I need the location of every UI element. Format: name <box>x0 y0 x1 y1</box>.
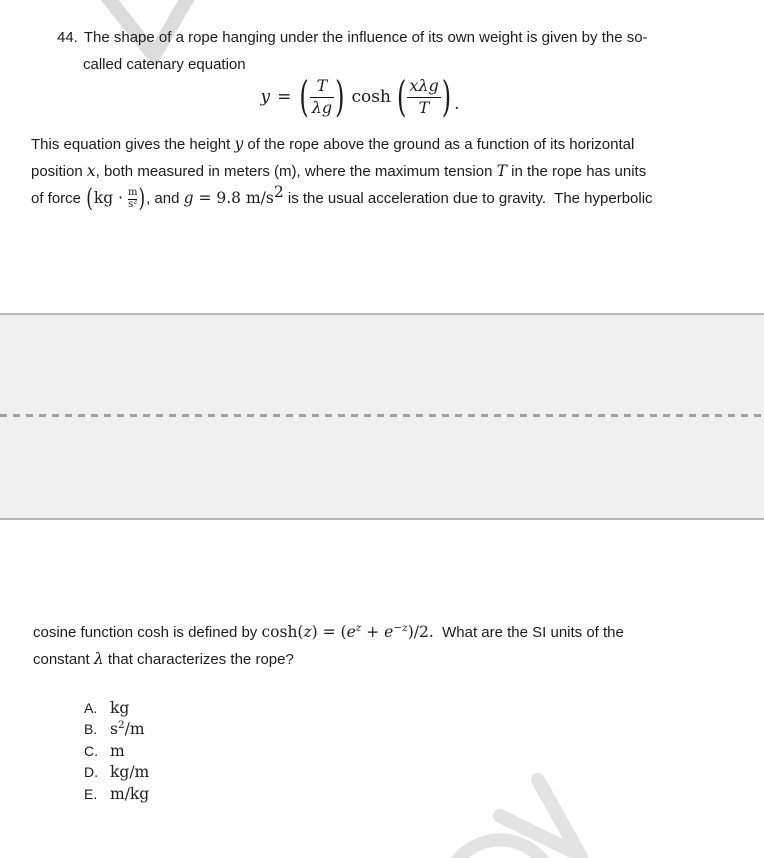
math-var-lambda: λ <box>93 650 104 668</box>
paragraph-question <box>33 619 733 673</box>
question-number: 44. <box>57 29 78 46</box>
eq-lhs: y <box>260 87 271 107</box>
unit-text: s <box>110 720 118 739</box>
option-a-letter: A. <box>84 700 98 716</box>
text-run: of the rope above the ground as a function of its horizontal <box>243 136 635 153</box>
cosh-def-end: )/2. <box>407 623 434 641</box>
eq-fraction-2 <box>407 77 440 117</box>
text-run: , and <box>146 190 184 207</box>
paragraph-intro-line3 <box>31 185 741 213</box>
catenary-equation <box>0 74 764 120</box>
unit-text: kg/m <box>110 763 150 782</box>
question-44 <box>57 24 648 78</box>
eq-frac1-denominator: λg <box>311 97 333 117</box>
gravity-exponent: 2 <box>273 183 284 201</box>
text-run: in the rope has units <box>506 163 647 180</box>
option-a <box>84 699 149 720</box>
option-b-letter: B. <box>84 721 98 738</box>
page-break-band <box>0 313 764 520</box>
option-c-unit <box>110 742 125 760</box>
math-var-x: x <box>86 162 96 180</box>
option-e-letter: E. <box>84 785 98 802</box>
eq-frac2-denominator: T <box>418 97 430 117</box>
unit-text: /m <box>124 720 145 739</box>
unit-text: m <box>110 741 125 760</box>
option-c-letter: C. <box>84 742 98 759</box>
text-run: of force <box>31 190 86 207</box>
unit-text: kg <box>110 699 130 717</box>
eq-rparen2: ) <box>441 72 452 122</box>
text-run: , both measured in meters (m), where the maximum tension <box>95 163 497 180</box>
text-run: This equation gives the height <box>31 136 235 153</box>
option-e <box>84 785 149 806</box>
paragraph-question-line2 <box>33 646 733 673</box>
option-b <box>84 720 149 741</box>
math-var-z: z <box>303 623 312 641</box>
eq-equals: = <box>277 87 292 107</box>
page-break-dashed-line <box>0 414 764 417</box>
text-run: cosine function cosh is defined by <box>33 624 262 641</box>
math-var-y: y <box>234 135 244 153</box>
text-run: is the usual acceleration due to gravity. The hyperbolic <box>283 190 653 207</box>
math-var-T: T <box>496 162 507 180</box>
text-run: that characterizes the rope? <box>103 651 294 668</box>
exponent-z: z <box>355 622 362 634</box>
math-var-e1: e <box>346 623 356 641</box>
eq-frac2-numerator: xλg <box>409 76 439 96</box>
question-line1-text: The shape of a rope hanging under the influence of its own weight is given by the so- <box>83 29 648 46</box>
option-d-unit <box>110 763 149 781</box>
eq-lparen2: ( <box>396 72 407 122</box>
eq-frac1-numerator: T <box>316 76 328 96</box>
eq-fraction-1 <box>310 77 334 117</box>
watermark-letters-bottom-icon <box>440 700 764 858</box>
paragraph-intro-line1 <box>31 131 741 158</box>
force-unit-fraction <box>128 188 137 211</box>
cosh-def-open: cosh( <box>261 623 304 641</box>
cosh-def-mid: ) = ( <box>311 623 347 641</box>
question-line2: called catenary equation <box>83 56 246 73</box>
unit-text: m/kg <box>110 784 150 803</box>
answer-options <box>84 699 149 806</box>
cosh-def-plus: + <box>361 623 385 641</box>
math-var-e2: e <box>384 623 394 641</box>
eq-lparen1: ( <box>299 72 309 122</box>
option-d-letter: D. <box>84 764 98 781</box>
text-run: constant <box>33 651 94 668</box>
question-line1 <box>57 24 648 51</box>
force-unit-kg: kg <box>93 189 114 207</box>
force-unit-cdot: · <box>113 189 128 207</box>
text-run: position <box>31 163 87 180</box>
option-c <box>84 742 149 763</box>
eq-cosh-operator: cosh <box>351 87 391 107</box>
force-unit-lparen: ( <box>86 183 93 214</box>
exponent-minus-z: −z <box>393 622 408 634</box>
option-b-unit <box>110 720 145 738</box>
eq-period: . <box>454 94 460 114</box>
unit-sup: 2 <box>117 719 125 732</box>
option-e-unit <box>110 785 149 803</box>
math-var-g: g <box>183 189 194 207</box>
gravity-value: = 9.8 m/s <box>193 189 274 207</box>
option-a-unit <box>110 699 129 717</box>
text-run: What are the SI units of the <box>433 624 624 641</box>
paragraph-intro <box>31 131 741 213</box>
force-frac-denominator: s² <box>128 199 138 211</box>
force-unit-rparen: ) <box>138 183 146 214</box>
eq-rparen1: ) <box>335 72 345 122</box>
paragraph-question-line1 <box>33 619 733 646</box>
option-d <box>84 763 149 784</box>
force-frac-numerator: m <box>127 186 138 198</box>
